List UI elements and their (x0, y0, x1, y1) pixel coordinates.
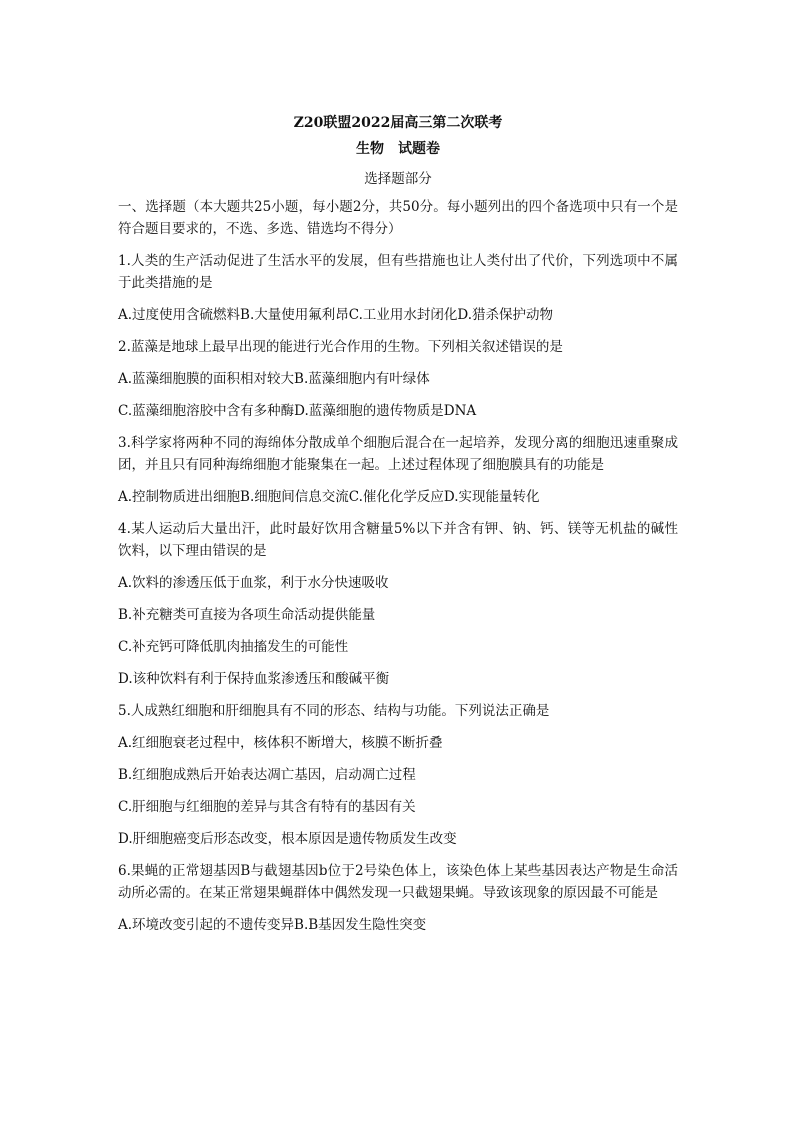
question-option: D.该种饮料有利于保持血浆渗透压和酸碱平衡 (118, 671, 390, 687)
question-option: C.补充钙可降低肌肉抽搐发生的可能性 (118, 639, 349, 655)
question-4 (118, 518, 678, 690)
question-options: A.控制物质进出细胞B.细胞间信息交流C.催化化学反应D.实现能量转化 (118, 489, 540, 505)
question-stem: 2.蓝藻是地球上最早出现的能进行光合作用的生物。下列相关叙述错误的是 (118, 339, 563, 355)
question-stem: 6.果蝇的正常翅基因B与截翅基因b位于2号染色体上，该染色体上某些基因表达产物是生命活动所必需的。在某正常翅果蝇群体中偶然发现一只截翅果蝇。导致该现象的原因最不可能是 (118, 863, 678, 901)
question-5 (118, 700, 678, 850)
section-instructions: 一、选择题（本大题共25小题，每小题2分，共50分。每小题列出的四个备选项中只有一个是符合题目要求的，不选、多选、错选均不得分） (118, 199, 678, 237)
question-option: A.红细胞衰老过程中，核体积不断增大，核膜不断折叠 (118, 735, 443, 751)
exam-title: Z20联盟2022届高三第二次联考 (293, 115, 503, 131)
section-part-title: 选择题部分 (364, 171, 432, 187)
question-1 (118, 250, 678, 326)
question-6 (118, 860, 678, 936)
question-stem: 1.人类的生产活动促进了生活水平的发展，但有些措施也让人类付出了代价，下列选项中不属于此类措施的是 (118, 253, 678, 291)
question-stem: 5.人成熟红细胞和肝细胞具有不同的形态、结构与功能。下列说法正确是 (118, 703, 550, 719)
question-options: A.过度使用含硫燃料B.大量使用氟利昂C.工业用水封闭化D.猎杀保护动物 (118, 307, 554, 323)
question-options: A.蓝藻细胞膜的面积相对较大B.蓝藻细胞内有叶绿体 (118, 371, 430, 387)
question-option: A.饮料的渗透压低于血浆，利于水分快速吸收 (118, 575, 389, 591)
question-2 (118, 336, 678, 422)
question-option: D.肝细胞癌变后形态改变，根本原因是遗传物质发生改变 (118, 831, 457, 847)
exam-subject: 生物 试题卷 (356, 141, 440, 157)
question-option: C.肝细胞与红细胞的差异与其含有特有的基因有关 (118, 799, 416, 815)
exam-page (118, 112, 678, 946)
question-options: C.蓝藻细胞溶胶中含有多种酶D.蓝藻细胞的遗传物质是DNA (118, 403, 477, 419)
question-option: B.红细胞成熟后开始表达凋亡基因，启动凋亡过程 (118, 767, 416, 783)
question-3 (118, 432, 678, 508)
question-options: A.环境改变引起的不遗传变异B.B基因发生隐性突变 (118, 917, 427, 933)
question-stem: 4.某人运动后大量出汗，此时最好饮用含糖量5%以下并含有钾、钠、钙、镁等无机盐的碱性饮料，以下理由错误的是 (118, 521, 678, 559)
question-option: B.补充糖类可直接为各项生命活动提供能量 (118, 607, 376, 623)
question-stem: 3.科学家将两种不同的海绵体分散成单个细胞后混合在一起培养，发现分离的细胞迅速重聚成团，并且只有同种海绵细胞才能聚集在一起。上述过程体现了细胞膜具有的功能是 (118, 435, 678, 473)
